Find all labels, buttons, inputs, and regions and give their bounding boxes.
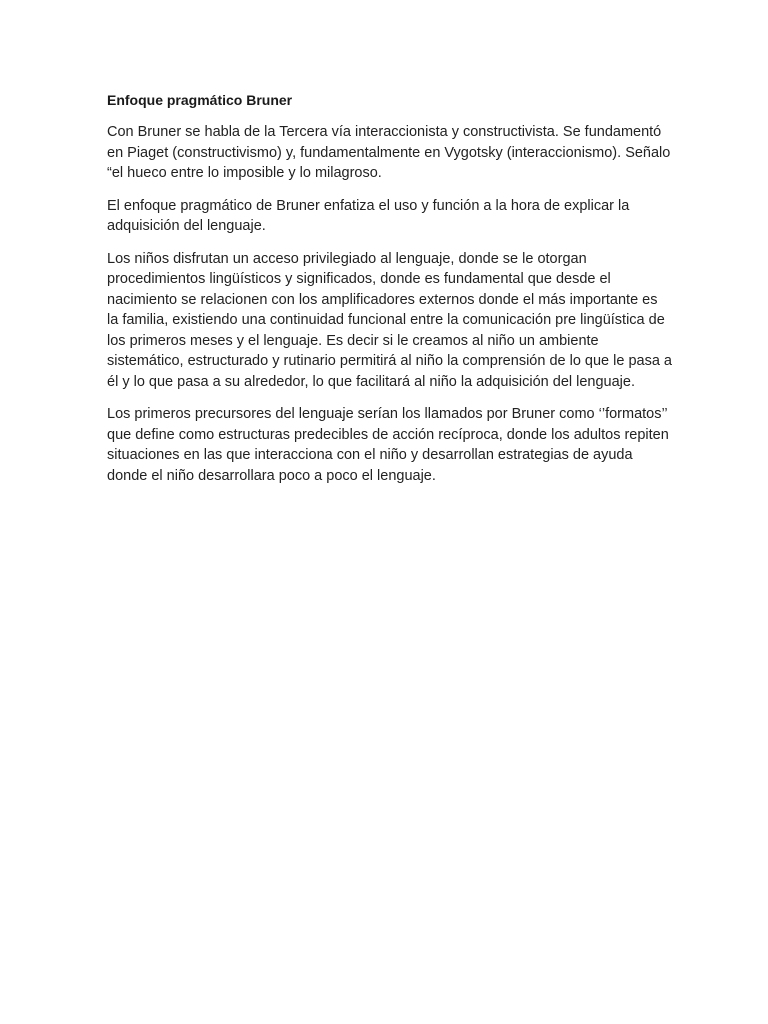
paragraph-2: El enfoque pragmático de Bruner enfatiza el uso y función a la hora de explicar la adquisición del lenguaje.: [107, 197, 630, 234]
paragraph-3: Los niños disfrutan un acceso privilegiado al lenguaje, donde se le otorgan procedimientos lingüísticos y significados, donde es fundamental que desde el nacimiento se relacionen con los amplificadores externos donde el más importante es la familia, existiendo una continuidad funcional entre la comunicación pre lingüística de los primeros meses y el lenguaje. Es decir si le creamos al niño un ambiente sistemático, estructurado y rutinario permitirá al niño la comprensión de lo que le pasa a él y lo que pasa a su alrededor, lo que facilitará al niño la adquisición del lenguaje.: [107, 250, 672, 390]
paragraph-1: Con Bruner se habla de la Tercera vía interaccionista y constructivista. Se fundamentó en Piaget (constructivismo) y, fundamentalmente en Vygotsky (interaccionismo). Señalo “el hueco entre lo imposible y lo milagroso.: [107, 124, 671, 181]
paragraph-4: Los primeros precursores del lenguaje serían los llamados por Bruner como ‘’formatos’’ que define como estructuras predecibles de acción recíproca, donde los adultos repiten situaciones en las que interacciona con el niño y desarrollan estrategias de ayuda donde el niño desarrollara poco a poco el lenguaje.: [107, 406, 669, 484]
document-title: Enfoque pragmático Bruner: [107, 92, 293, 108]
document-page: [107, 90, 672, 498]
